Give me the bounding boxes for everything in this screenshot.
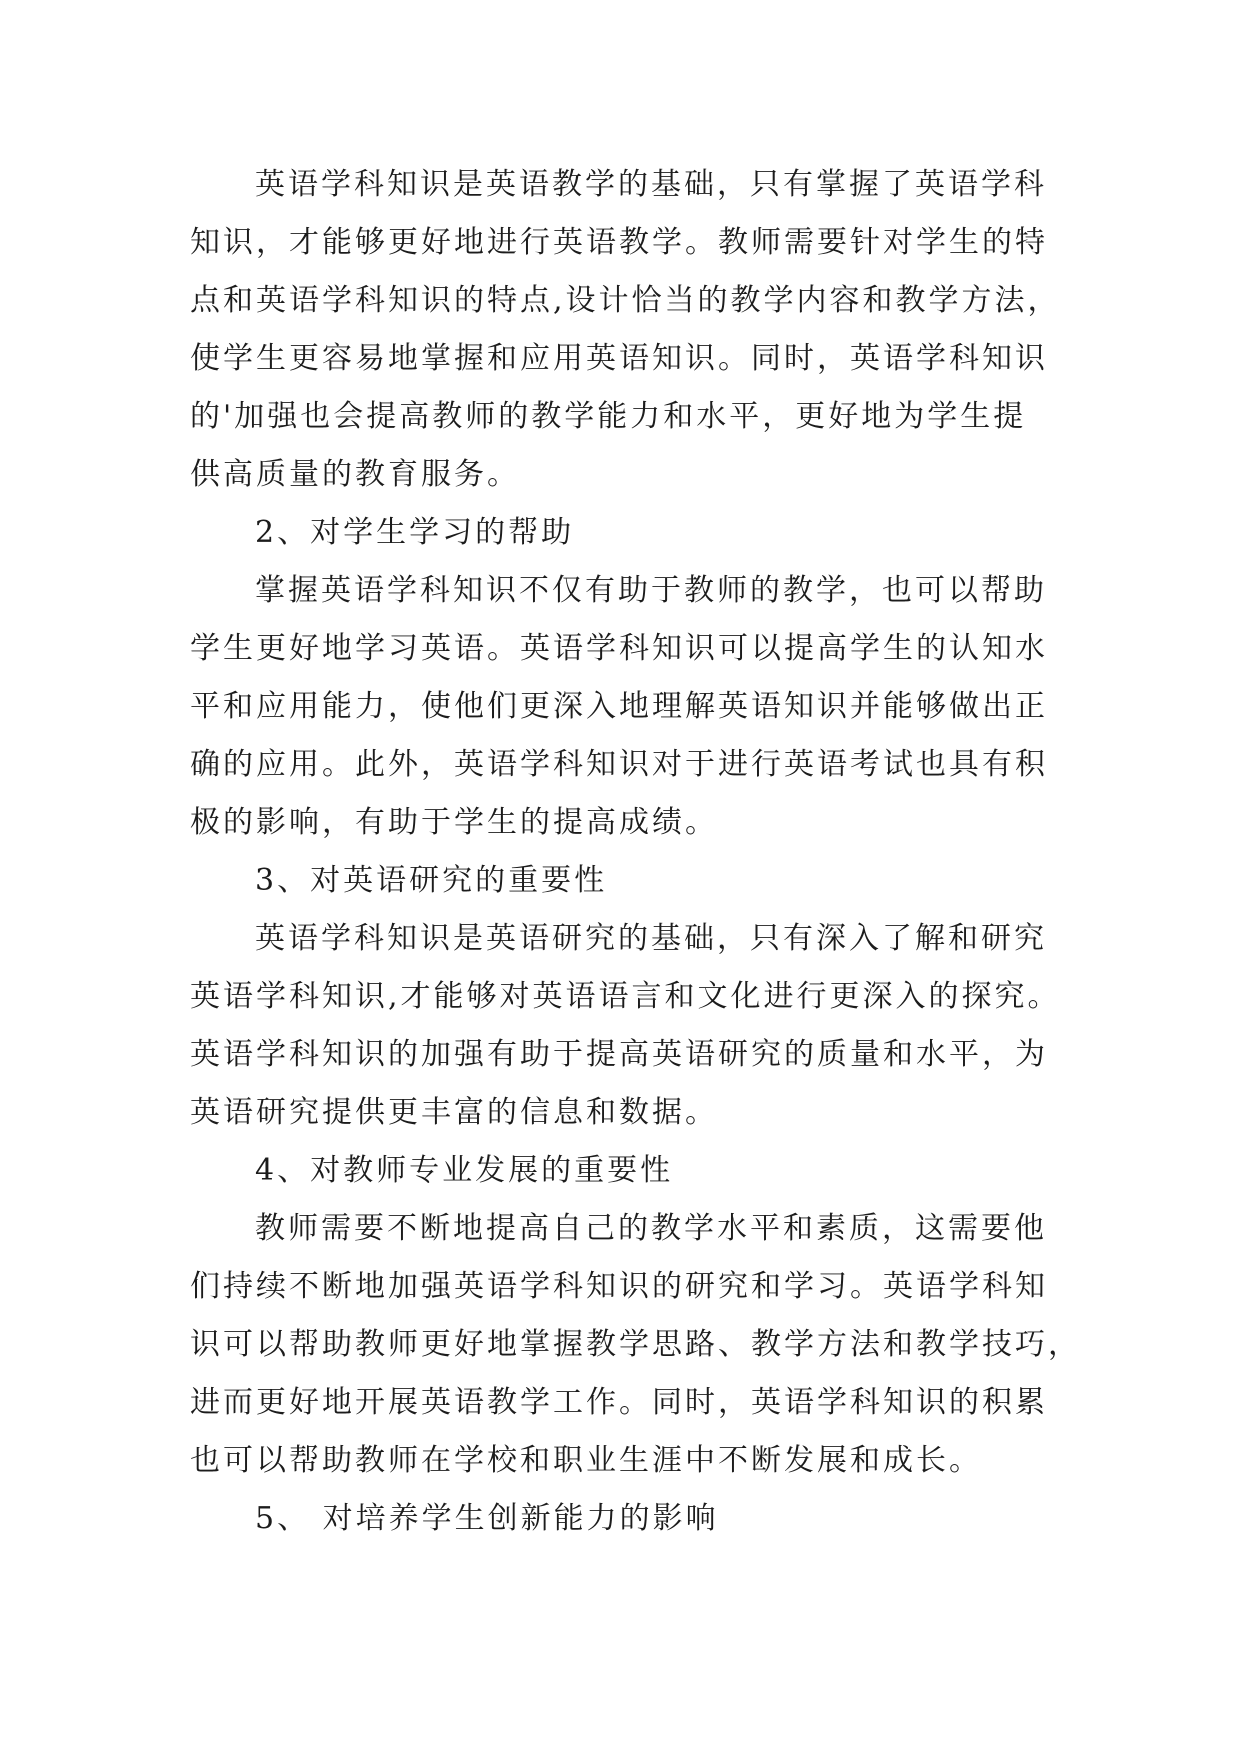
section-heading: 3、对英语研究的重要性 <box>255 863 608 898</box>
paragraph-line: 确的应用。此外，英语学科知识对于进行英语考试也具有积 <box>190 747 1048 782</box>
paragraph-line: 英语学科知识的加强有助于提高英语研究的质量和水平，为 <box>190 1037 1048 1072</box>
paragraph-line: 识可以帮助教师更好地掌握教学思路、教学方法和教学技巧， <box>190 1327 1081 1362</box>
paragraph-line: 英语学科知识是英语研究的基础，只有深入了解和研究 <box>255 921 1047 956</box>
paragraph-line: 知识，才能够更好地进行英语教学。教师需要针对学生的特 <box>190 225 1048 260</box>
section-heading: 4、对教师专业发展的重要性 <box>255 1153 674 1188</box>
paragraph-line: 们持续不断地加强英语学科知识的研究和学习。英语学科知 <box>190 1269 1048 1304</box>
paragraph-line: 也可以帮助教师在学校和职业生涯中不断发展和成长。 <box>190 1443 982 1478</box>
paragraph-line: 点和英语学科知识的特点,设计恰当的教学内容和教学方法， <box>190 283 1061 318</box>
paragraph-line: 英语学科知识是英语教学的基础，只有掌握了英语学科 <box>255 167 1047 202</box>
paragraph-line: 学生更好地学习英语。英语学科知识可以提高学生的认知水 <box>190 631 1048 666</box>
section-heading: 2、对学生学习的帮助 <box>255 515 575 550</box>
paragraph-line: 英语研究提供更丰富的信息和数据。 <box>190 1095 718 1130</box>
paragraph-line: 极的影响，有助于学生的提高成绩。 <box>190 805 718 840</box>
paragraph-line: 进而更好地开展英语教学工作。同时，英语学科知识的积累 <box>190 1385 1048 1420</box>
paragraph-line: 掌握英语学科知识不仅有助于教师的教学，也可以帮助 <box>255 573 1047 608</box>
paragraph-line: 供高质量的教育服务。 <box>190 457 520 492</box>
paragraph-line: 的'加强也会提高教师的教学能力和水平，更好地为学生提 <box>190 399 1027 434</box>
paragraph-line: 平和应用能力，使他们更深入地理解英语知识并能够做出正 <box>190 689 1048 724</box>
document-body <box>190 156 1100 1548</box>
paragraph-line: 教师需要不断地提高自己的教学水平和素质，这需要他 <box>255 1211 1047 1246</box>
paragraph-line: 英语学科知识,才能够对英语语言和文化进行更深入的探究。 <box>190 979 1061 1014</box>
paragraph-line: 使学生更容易地掌握和应用英语知识。同时，英语学科知识 <box>190 341 1048 376</box>
section-heading: 5、 对培养学生创新能力的影响 <box>255 1501 719 1536</box>
